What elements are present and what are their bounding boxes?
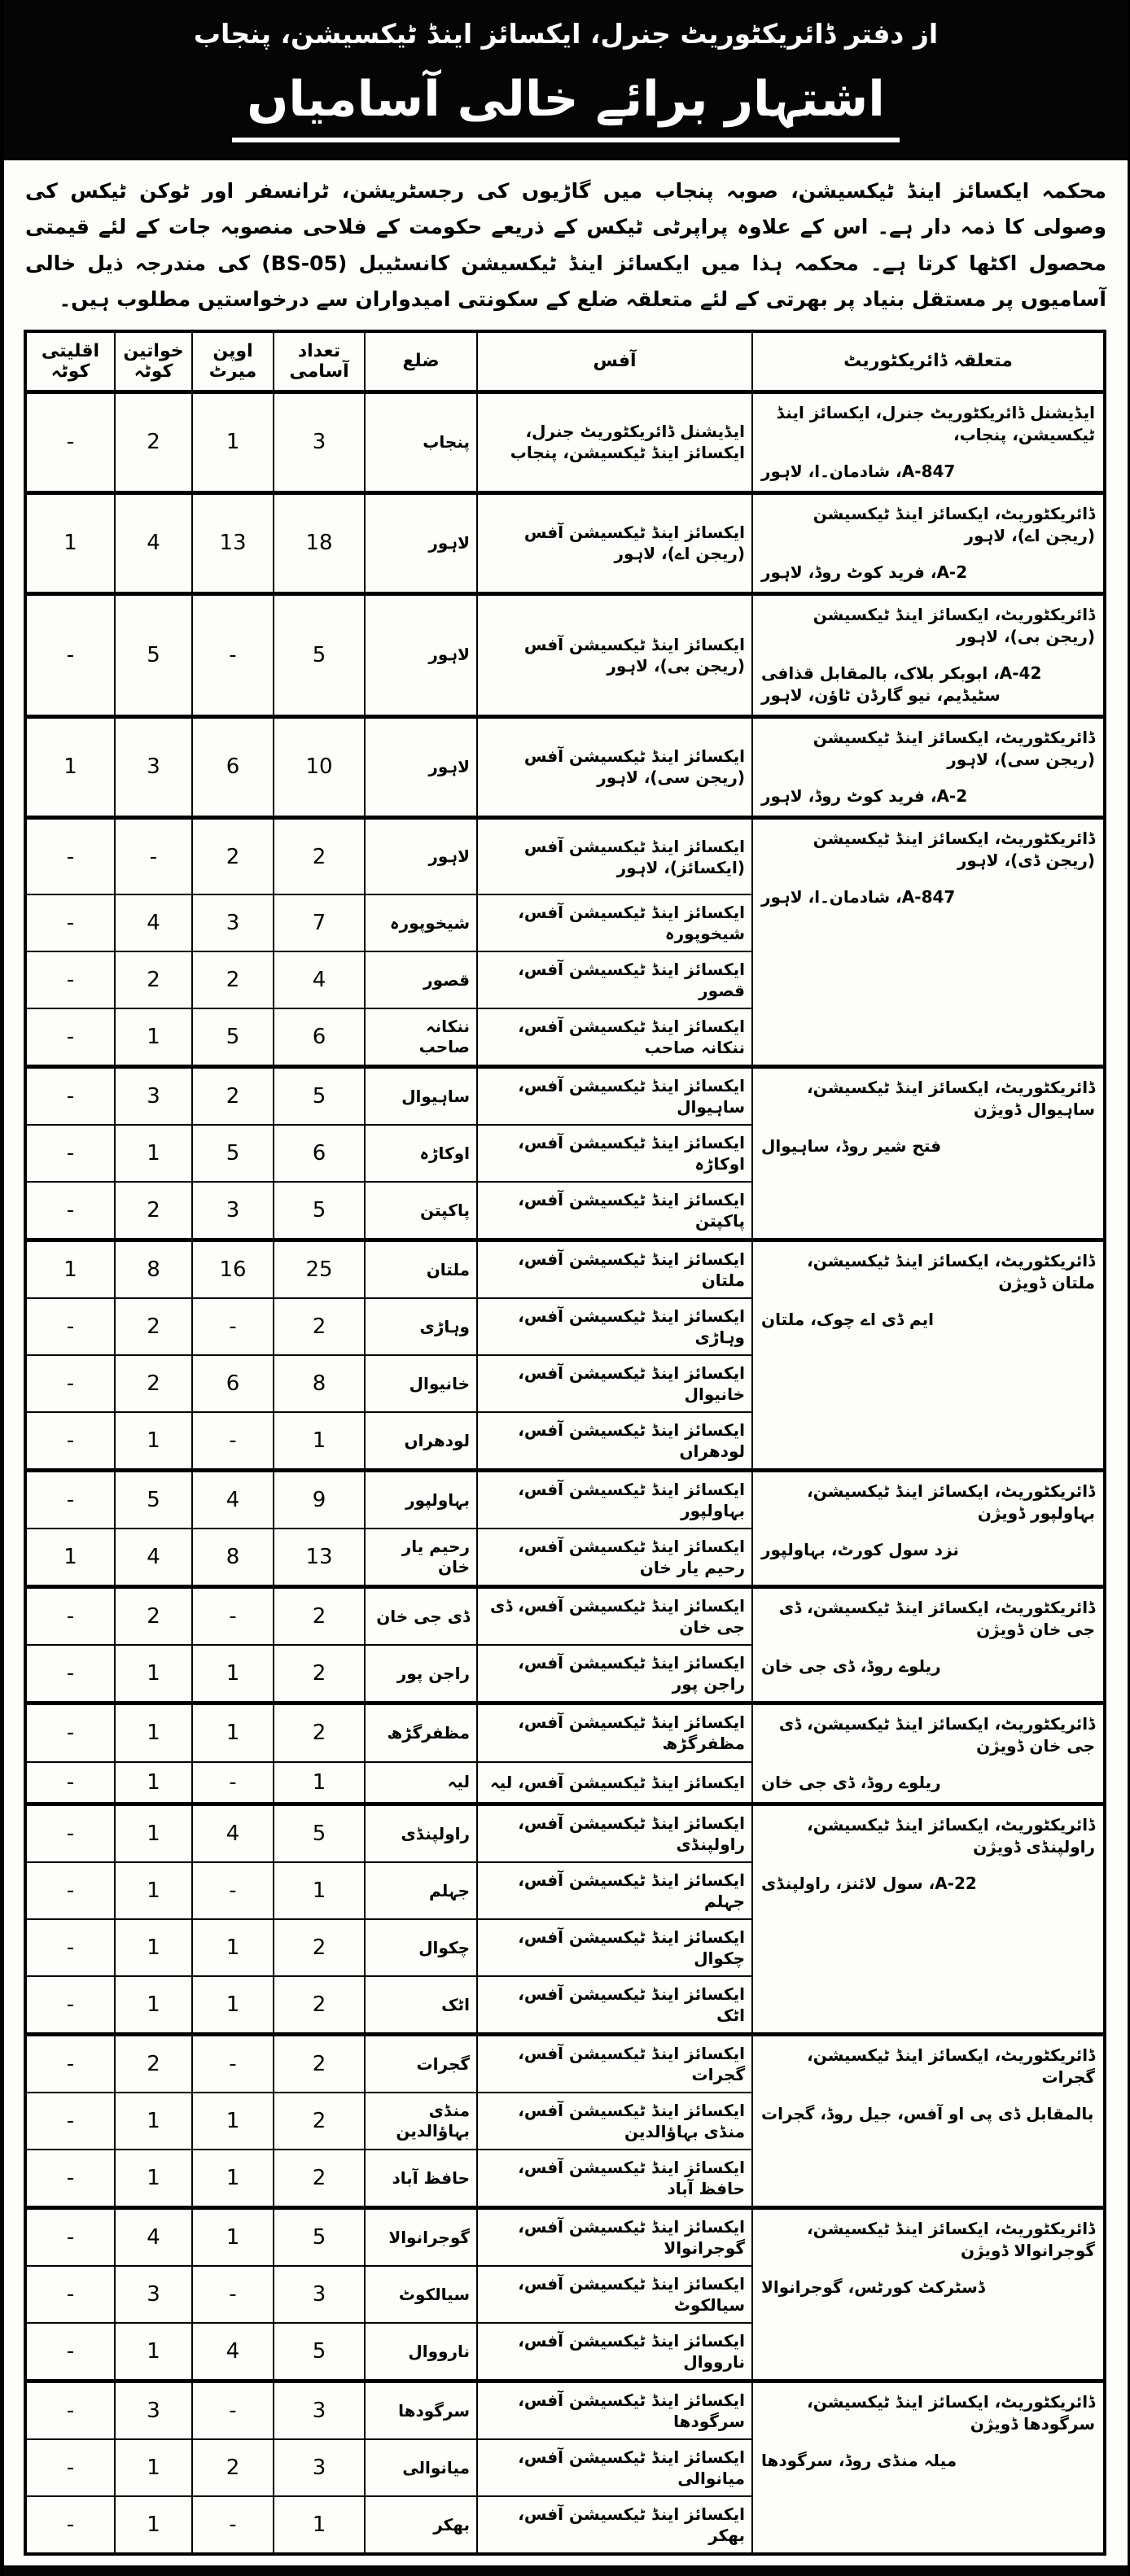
cell-women-quota: 1 xyxy=(115,1804,192,1863)
cell-directorate xyxy=(752,2381,1105,2555)
cell-district: لاہور xyxy=(365,593,477,716)
cell-district: شیخوپورہ xyxy=(365,894,477,951)
cell-directorate xyxy=(752,1067,1105,1240)
cell-office: ایکسائز اینڈ ٹیکسیشن آفس، چکوال xyxy=(477,1919,752,1976)
cell-open-merit: - xyxy=(192,2381,274,2440)
cell-total-posts: 2 xyxy=(274,1587,365,1646)
cell-open-merit: 3 xyxy=(192,1182,274,1240)
cell-minority-quota: - xyxy=(25,2496,115,2554)
cell-women-quota: 1 xyxy=(115,1703,192,1762)
table-row xyxy=(25,2381,1105,2440)
table-wrap xyxy=(4,330,1128,2565)
cell-district: وہاڑی xyxy=(365,1298,477,1355)
cell-total-posts: 3 xyxy=(274,2266,365,2323)
cell-women-quota: 4 xyxy=(115,894,192,951)
column-header: تعداد آسامی xyxy=(274,331,365,392)
cell-total-posts: 5 xyxy=(274,593,365,716)
cell-women-quota: 1 xyxy=(115,1008,192,1067)
cell-directorate xyxy=(752,593,1105,716)
directorate-address: فتح شیر روڈ، ساہیوال xyxy=(761,1136,942,1157)
cell-women-quota: 1 xyxy=(115,1976,192,2035)
cell-minority-quota: 1 xyxy=(25,1240,115,1299)
cell-minority-quota: - xyxy=(25,2323,115,2381)
cell-women-quota: 1 xyxy=(115,2439,192,2496)
cell-women-quota: 1 xyxy=(115,1412,192,1471)
cell-directorate xyxy=(752,492,1105,593)
cell-total-posts: 2 xyxy=(274,2035,365,2093)
directorate-address: نزد سول کورٹ، بہاولپور xyxy=(761,1540,959,1560)
cell-office: ایکسائز اینڈ ٹیکسیشن آفس، راجن پور xyxy=(477,1645,752,1703)
cell-minority-quota: 1 xyxy=(25,492,115,593)
cell-open-merit: 4 xyxy=(192,1804,274,1863)
cell-minority-quota: - xyxy=(25,951,115,1008)
table-row xyxy=(25,1587,1105,1646)
cell-open-merit: 1 xyxy=(192,1703,274,1762)
directorate-name: ڈائریکٹوریٹ، ایکسائز اینڈ ٹیکسیشن (ریجن سی)، لاہور xyxy=(812,727,1095,769)
department-header: از دفتر ڈائریکٹوریٹ جنرل، ایکسائز اینڈ ٹیکسیشن، پنجاب xyxy=(193,18,939,50)
cell-district: بھکر xyxy=(365,2496,477,2554)
cell-open-merit: 5 xyxy=(192,1125,274,1182)
table-row xyxy=(25,1240,1105,1299)
directorate-address: 847-A، شادمان۔ا، لاہور xyxy=(761,886,956,907)
cell-minority-quota: - xyxy=(25,1471,115,1529)
directorate-address: بالمقابل ڈی پی او آفس، جیل روڈ، گجرات xyxy=(761,2104,1094,2124)
directorate-name: ڈائریکٹوریٹ، ایکسائز اینڈ ٹیکسیشن، ملتان ڈویژن xyxy=(807,1251,1095,1293)
cell-open-merit: 5 xyxy=(192,1008,274,1067)
cell-directorate xyxy=(752,1587,1105,1703)
table-row xyxy=(25,2035,1105,2093)
cell-office: ایکسائز اینڈ ٹیکسیشن آفس، جہلم xyxy=(477,1862,752,1919)
cell-office: ایکسائز اینڈ ٹیکسیشن آفس، وہاڑی xyxy=(477,1298,752,1355)
cell-women-quota: 4 xyxy=(115,2208,192,2267)
directorate-address: ڈسٹرکٹ کورٹس، گوجرانوالا xyxy=(761,2277,985,2298)
column-header: اوپن میرٹ xyxy=(192,331,274,392)
table-row xyxy=(25,1703,1105,1762)
cell-open-merit: 8 xyxy=(192,1529,274,1587)
cell-district: بہاولپور xyxy=(365,1471,477,1529)
cell-women-quota: 8 xyxy=(115,1240,192,1299)
directorate-name: ڈائریکٹوریٹ، ایکسائز اینڈ ٹیکسیشن، ساہیوال ڈویژن xyxy=(807,1078,1095,1120)
vacancies-table xyxy=(24,330,1106,2556)
directorate-name: ڈائریکٹوریٹ، ایکسائز اینڈ ٹیکسیشن، گجرات xyxy=(807,2045,1095,2088)
cell-directorate xyxy=(752,391,1105,492)
masthead xyxy=(4,0,1128,160)
header-row xyxy=(25,331,1105,392)
cell-total-posts: 7 xyxy=(274,894,365,951)
cell-minority-quota: - xyxy=(25,1976,115,2035)
table-body xyxy=(25,391,1105,2554)
directorate-address: میلہ منڈی روڈ، سرگودھا xyxy=(761,2451,957,2471)
cell-minority-quota: - xyxy=(25,391,115,492)
cell-district: لاہور xyxy=(365,817,477,894)
cell-total-posts: 2 xyxy=(274,817,365,894)
cell-district: اوکاڑہ xyxy=(365,1125,477,1182)
cell-directorate xyxy=(752,1804,1105,2035)
cell-women-quota: 1 xyxy=(115,1862,192,1919)
cell-office: ایکسائز اینڈ ٹیکسیشن آفس، سرگودھا xyxy=(477,2381,752,2440)
bottom-rule xyxy=(4,2564,1128,2576)
cell-open-merit: - xyxy=(192,1298,274,1355)
table-row xyxy=(25,1067,1105,1126)
table-row xyxy=(25,817,1105,894)
intro-paragraph: محکمہ ایکسائز اینڈ ٹیکسیشن، صوبہ پنجاب میں گاڑیوں کی رجسٹریشن، ٹرانسفر اور ٹوکن ٹیکس کی وصولی کا ذمہ دار ہے۔ اس کے علاوہ پراپرٹی ٹیکس کے ذریعے حکومت کے فلاحی منصوبہ جات کے لئے قیمتی محصول اکٹھا کرتا ہے۔ محکمہ ہذا میں ایکسائز اینڈ ٹیکسیشن کانسٹیبل (BS-05) کی مندرجہ ذیل خالی آسامیوں پر مستقل بنیاد پر بھرتی کے لئے متعلقہ ضلع کے سکونتی امیدواران سے درخواستیں مطلوب ہیں۔ xyxy=(25,178,1106,312)
cell-minority-quota: - xyxy=(25,1804,115,1863)
cell-women-quota: 4 xyxy=(115,1529,192,1587)
directorate-address: ایم ڈی اے چوک، ملتان xyxy=(761,1310,935,1330)
cell-women-quota: 1 xyxy=(115,2093,192,2150)
cell-open-merit: - xyxy=(192,2266,274,2323)
cell-women-quota: 2 xyxy=(115,2035,192,2093)
cell-total-posts: 3 xyxy=(274,391,365,492)
directorate-address: 2-A، فرید کوٹ روڈ، لاہور xyxy=(761,785,968,806)
cell-office: ایکسائز اینڈ ٹیکسیشن آفس، گجرات xyxy=(477,2035,752,2093)
cell-directorate xyxy=(752,817,1105,1067)
cell-office: ایکسائز اینڈ ٹیکسیشن آفس، بہاولپور xyxy=(477,1471,752,1529)
cell-district: گوجرانوالا xyxy=(365,2208,477,2267)
cell-minority-quota: - xyxy=(25,1703,115,1762)
cell-office: ایکسائز اینڈ ٹیکسیشن آفس، اٹک xyxy=(477,1976,752,2035)
directorate-name: ایڈیشنل ڈائریکٹوریٹ جنرل، ایکسائز اینڈ ٹیکسیشن، پنجاب، xyxy=(776,402,1095,444)
cell-total-posts: 1 xyxy=(274,1762,365,1804)
cell-women-quota: 1 xyxy=(115,2323,192,2381)
cell-office: ایکسائز اینڈ ٹیکسیشن آفس (ریجن سی)، لاہور xyxy=(477,716,752,817)
cell-office: ایکسائز اینڈ ٹیکسیشن آفس، حافظ آباد xyxy=(477,2150,752,2208)
table-row xyxy=(25,1471,1105,1529)
cell-district: ساہیوال xyxy=(365,1067,477,1126)
cell-district: لودھراں xyxy=(365,1412,477,1471)
directorate-address: ریلوے روڈ، ڈی جی خان xyxy=(761,1656,941,1677)
cell-total-posts: 5 xyxy=(274,2323,365,2381)
cell-minority-quota: - xyxy=(25,1008,115,1067)
cell-district: چکوال xyxy=(365,1919,477,1976)
directorate-address: 42-A، ابوبکر بلاک، بالمقابل قذافی سٹیڈیم، نیو گارڈن ٹاؤن، لاہور xyxy=(761,663,1042,705)
cell-total-posts: 2 xyxy=(274,1919,365,1976)
directorate-name: ڈائریکٹوریٹ، ایکسائز اینڈ ٹیکسیشن، ڈی جی خان ڈویژن xyxy=(778,1598,1095,1640)
cell-office: ایکسائز اینڈ ٹیکسیشن آفس، ساہیوال xyxy=(477,1067,752,1126)
cell-office: ایکسائز اینڈ ٹیکسیشن آفس، اوکاڑہ xyxy=(477,1125,752,1182)
cell-district: ننکانہ صاحب xyxy=(365,1008,477,1067)
cell-office: ایکسائز اینڈ ٹیکسیشن آفس (ایکسائز)، لاہور xyxy=(477,817,752,894)
table-row xyxy=(25,593,1105,716)
cell-district: اٹک xyxy=(365,1976,477,2035)
cell-district: لیہ xyxy=(365,1762,477,1804)
cell-minority-quota: - xyxy=(25,817,115,894)
cell-total-posts: 5 xyxy=(274,1804,365,1863)
column-header: اقلیتی کوٹہ xyxy=(25,331,115,392)
cell-district: منڈی بہاؤالدین xyxy=(365,2093,477,2150)
cell-open-merit: - xyxy=(192,2035,274,2093)
directorate-name: ڈائریکٹوریٹ، ایکسائز اینڈ ٹیکسیشن، ڈی جی خان ڈویژن xyxy=(778,1714,1095,1756)
cell-office: ایکسائز اینڈ ٹیکسیشن آفس (ریجن بی)، لاہور xyxy=(477,593,752,716)
cell-minority-quota: - xyxy=(25,1645,115,1703)
cell-office: ایکسائز اینڈ ٹیکسیشن آفس، بھکر xyxy=(477,2496,752,2554)
cell-open-merit: 6 xyxy=(192,716,274,817)
cell-open-merit: 13 xyxy=(192,492,274,593)
cell-minority-quota: - xyxy=(25,2439,115,2496)
cell-women-quota: 2 xyxy=(115,391,192,492)
cell-district: راولپنڈی xyxy=(365,1804,477,1863)
cell-open-merit: 4 xyxy=(192,2323,274,2381)
cell-open-merit: 16 xyxy=(192,1240,274,1299)
cell-minority-quota: - xyxy=(25,1125,115,1182)
cell-women-quota: - xyxy=(115,817,192,894)
directorate-name: ڈائریکٹوریٹ، ایکسائز اینڈ ٹیکسیشن، گوجرانوالا ڈویژن xyxy=(807,2219,1095,2261)
cell-office: ایکسائز اینڈ ٹیکسیشن آفس، لیہ xyxy=(477,1762,752,1804)
cell-total-posts: 18 xyxy=(274,492,365,593)
cell-open-merit: - xyxy=(192,1862,274,1919)
cell-total-posts: 5 xyxy=(274,1182,365,1240)
cell-minority-quota: - xyxy=(25,1067,115,1126)
table-row xyxy=(25,391,1105,492)
cell-office: ایکسائز اینڈ ٹیکسیشن آفس، راولپنڈی xyxy=(477,1804,752,1863)
cell-women-quota: 1 xyxy=(115,1919,192,1976)
cell-open-merit: - xyxy=(192,2496,274,2554)
cell-total-posts: 5 xyxy=(274,2208,365,2267)
cell-office: ایکسائز اینڈ ٹیکسیشن آفس، پاکپتن xyxy=(477,1182,752,1240)
cell-open-merit: 1 xyxy=(192,1645,274,1703)
cell-office: ایکسائز اینڈ ٹیکسیشن آفس (ریجن اے)، لاہور xyxy=(477,492,752,593)
cell-office: ایکسائز اینڈ ٹیکسیشن آفس، ملتان xyxy=(477,1240,752,1299)
cell-directorate xyxy=(752,2208,1105,2381)
cell-minority-quota: - xyxy=(25,2150,115,2208)
cell-open-merit: 1 xyxy=(192,1976,274,2035)
cell-total-posts: 2 xyxy=(274,1976,365,2035)
directorate-address: ریلوے روڈ، ڈی جی خان xyxy=(761,1773,941,1793)
directorate-name: ڈائریکٹوریٹ، ایکسائز اینڈ ٹیکسیشن، راولپنڈی ڈویژن xyxy=(807,1815,1095,1857)
cell-total-posts: 1 xyxy=(274,1412,365,1471)
cell-office: ایکسائز اینڈ ٹیکسیشن آفس، میانوالی xyxy=(477,2439,752,2496)
cell-women-quota: 1 xyxy=(115,2150,192,2208)
column-header: آفس xyxy=(477,331,752,392)
cell-district: رحیم یار خان xyxy=(365,1529,477,1587)
cell-total-posts: 6 xyxy=(274,1125,365,1182)
cell-district: میانوالی xyxy=(365,2439,477,2496)
cell-women-quota: 1 xyxy=(115,1762,192,1804)
cell-total-posts: 2 xyxy=(274,1703,365,1762)
cell-total-posts: 2 xyxy=(274,1298,365,1355)
cell-office: ایکسائز اینڈ ٹیکسیشن آفس، ننکانہ صاحب xyxy=(477,1008,752,1067)
cell-minority-quota: 1 xyxy=(25,1529,115,1587)
cell-district: گجرات xyxy=(365,2035,477,2093)
cell-open-merit: 1 xyxy=(192,2150,274,2208)
cell-open-merit: - xyxy=(192,1587,274,1646)
cell-women-quota: 2 xyxy=(115,1298,192,1355)
cell-minority-quota: - xyxy=(25,1355,115,1412)
cell-office: ایکسائز اینڈ ٹیکسیشن آفس، رحیم یار خان xyxy=(477,1529,752,1587)
cell-district: حافظ آباد xyxy=(365,2150,477,2208)
cell-women-quota: 1 xyxy=(115,1645,192,1703)
cell-open-merit: 1 xyxy=(192,2208,274,2267)
cell-minority-quota: - xyxy=(25,1862,115,1919)
cell-minority-quota: - xyxy=(25,894,115,951)
table-row xyxy=(25,716,1105,817)
cell-open-merit: - xyxy=(192,593,274,716)
table-row xyxy=(25,492,1105,593)
cell-district: ملتان xyxy=(365,1240,477,1299)
cell-office: ایکسائز اینڈ ٹیکسیشن آفس، گوجرانوالا xyxy=(477,2208,752,2267)
cell-district: قصور xyxy=(365,951,477,1008)
cell-total-posts: 1 xyxy=(274,2496,365,2554)
cell-office: ایکسائز اینڈ ٹیکسیشن آفس، نارووال xyxy=(477,2323,752,2381)
cell-directorate xyxy=(752,716,1105,817)
cell-total-posts: 2 xyxy=(274,2093,365,2150)
cell-district: مظفرگڑھ xyxy=(365,1703,477,1762)
cell-district: سیالکوٹ xyxy=(365,2266,477,2323)
cell-minority-quota: - xyxy=(25,2093,115,2150)
cell-district: پاکپتن xyxy=(365,1182,477,1240)
directorate-name: ڈائریکٹوریٹ، ایکسائز اینڈ ٹیکسیشن (ریجن اے)، لاہور xyxy=(812,503,1095,545)
cell-district: پنجاب xyxy=(365,391,477,492)
cell-women-quota: 2 xyxy=(115,951,192,1008)
cell-minority-quota: - xyxy=(25,593,115,716)
cell-minority-quota: - xyxy=(25,1298,115,1355)
column-header: ضلع xyxy=(365,331,477,392)
cell-total-posts: 6 xyxy=(274,1008,365,1067)
cell-open-merit: 6 xyxy=(192,1355,274,1412)
cell-women-quota: 3 xyxy=(115,716,192,817)
cell-open-merit: - xyxy=(192,1762,274,1804)
cell-open-merit: 2 xyxy=(192,817,274,894)
cell-office: ایکسائز اینڈ ٹیکسیشن آفس، خانیوال xyxy=(477,1355,752,1412)
table-row xyxy=(25,2208,1105,2267)
cell-women-quota: 3 xyxy=(115,2381,192,2440)
cell-women-quota: 3 xyxy=(115,1067,192,1126)
cell-district: خانیوال xyxy=(365,1355,477,1412)
cell-office: ایکسائز اینڈ ٹیکسیشن آفس، سیالکوٹ xyxy=(477,2266,752,2323)
directorate-name: ڈائریکٹوریٹ، ایکسائز اینڈ ٹیکسیشن، بہاولپور ڈویژن xyxy=(807,1481,1095,1524)
cell-total-posts: 9 xyxy=(274,1471,365,1529)
cell-directorate xyxy=(752,1703,1105,1804)
cell-open-merit: 2 xyxy=(192,951,274,1008)
cell-district: سرگودھا xyxy=(365,2381,477,2440)
cell-open-merit: 1 xyxy=(192,2093,274,2150)
cell-office: ایکسائز اینڈ ٹیکسیشن آفس، ڈی جی خان xyxy=(477,1587,752,1646)
cell-minority-quota: - xyxy=(25,1412,115,1471)
cell-total-posts: 13 xyxy=(274,1529,365,1587)
cell-total-posts: 5 xyxy=(274,1067,365,1126)
cell-minority-quota: - xyxy=(25,1587,115,1646)
cell-women-quota: 5 xyxy=(115,1471,192,1529)
cell-total-posts: 25 xyxy=(274,1240,365,1299)
directorate-address: 847-A، شادمان۔ا، لاہور xyxy=(761,461,956,481)
cell-women-quota: 2 xyxy=(115,1587,192,1646)
cell-women-quota: 2 xyxy=(115,1182,192,1240)
cell-open-merit: 4 xyxy=(192,1471,274,1529)
directorate-address: 2-A، فرید کوٹ روڈ، لاہور xyxy=(761,562,968,582)
cell-total-posts: 10 xyxy=(274,716,365,817)
cell-open-merit: 2 xyxy=(192,2439,274,2496)
cell-open-merit: 1 xyxy=(192,1919,274,1976)
cell-women-quota: 5 xyxy=(115,593,192,716)
cell-district: راجن پور xyxy=(365,1645,477,1703)
cell-district: جہلم xyxy=(365,1862,477,1919)
cell-directorate xyxy=(752,1471,1105,1587)
directorate-address: 22-A، سول لائنز، راولپنڈی xyxy=(761,1874,977,1894)
advert-title: اشتہار برائے خالی آسامیاں xyxy=(232,67,900,142)
cell-total-posts: 3 xyxy=(274,2381,365,2440)
cell-open-merit: - xyxy=(192,1412,274,1471)
directorate-name: ڈائریکٹوریٹ، ایکسائز اینڈ ٹیکسیشن (ریجن بی)، لاہور xyxy=(812,604,1095,646)
cell-district: ڈی جی خان xyxy=(365,1587,477,1646)
cell-total-posts: 2 xyxy=(274,1645,365,1703)
directorate-name: ڈائریکٹوریٹ، ایکسائز اینڈ ٹیکسیشن (ریجن ڈی)، لاہور xyxy=(812,828,1095,870)
cell-district: لاہور xyxy=(365,492,477,593)
cell-open-merit: 2 xyxy=(192,1067,274,1126)
cell-women-quota: 4 xyxy=(115,492,192,593)
cell-women-quota: 1 xyxy=(115,2496,192,2554)
cell-directorate xyxy=(752,1240,1105,1471)
cell-minority-quota: - xyxy=(25,1182,115,1240)
cell-office: ایکسائز اینڈ ٹیکسیشن آفس، منڈی بہاؤالدین xyxy=(477,2093,752,2150)
column-header: خواتین کوٹہ xyxy=(115,331,192,392)
cell-minority-quota: - xyxy=(25,2266,115,2323)
cell-minority-quota: - xyxy=(25,2381,115,2440)
cell-directorate xyxy=(752,2035,1105,2208)
cell-women-quota: 3 xyxy=(115,2266,192,2323)
cell-office: ایکسائز اینڈ ٹیکسیشن آفس، لودھراں xyxy=(477,1412,752,1471)
cell-women-quota: 2 xyxy=(115,1355,192,1412)
cell-minority-quota: - xyxy=(25,1919,115,1976)
cell-minority-quota: - xyxy=(25,2208,115,2267)
cell-open-merit: 3 xyxy=(192,894,274,951)
table-row xyxy=(25,1804,1105,1863)
cell-office: ایکسائز اینڈ ٹیکسیشن آفس، شیخوپورہ xyxy=(477,894,752,951)
cell-total-posts: 1 xyxy=(274,1862,365,1919)
cell-total-posts: 3 xyxy=(274,2439,365,2496)
column-header: متعلقہ ڈائریکٹوریٹ xyxy=(752,331,1105,392)
cell-women-quota: 1 xyxy=(115,1125,192,1182)
cell-minority-quota: - xyxy=(25,1762,115,1804)
cell-district: نارووال xyxy=(365,2323,477,2381)
cell-office: ایکسائز اینڈ ٹیکسیشن آفس، قصور xyxy=(477,951,752,1008)
cell-office: ایکسائز اینڈ ٹیکسیشن آفس، مظفرگڑھ xyxy=(477,1703,752,1762)
cell-minority-quota: - xyxy=(25,2035,115,2093)
directorate-name: ڈائریکٹوریٹ، ایکسائز اینڈ ٹیکسیشن، سرگودھا ڈویژن xyxy=(807,2392,1095,2434)
cell-total-posts: 8 xyxy=(274,1355,365,1412)
cell-minority-quota: 1 xyxy=(25,716,115,817)
cell-total-posts: 4 xyxy=(274,951,365,1008)
cell-open-merit: 1 xyxy=(192,391,274,492)
cell-office: ایڈیشنل ڈائریکٹوریٹ جنرل، ایکسائز اینڈ ٹیکسیشن، پنجاب xyxy=(477,391,752,492)
cell-district: لاہور xyxy=(365,716,477,817)
cell-total-posts: 2 xyxy=(274,2150,365,2208)
